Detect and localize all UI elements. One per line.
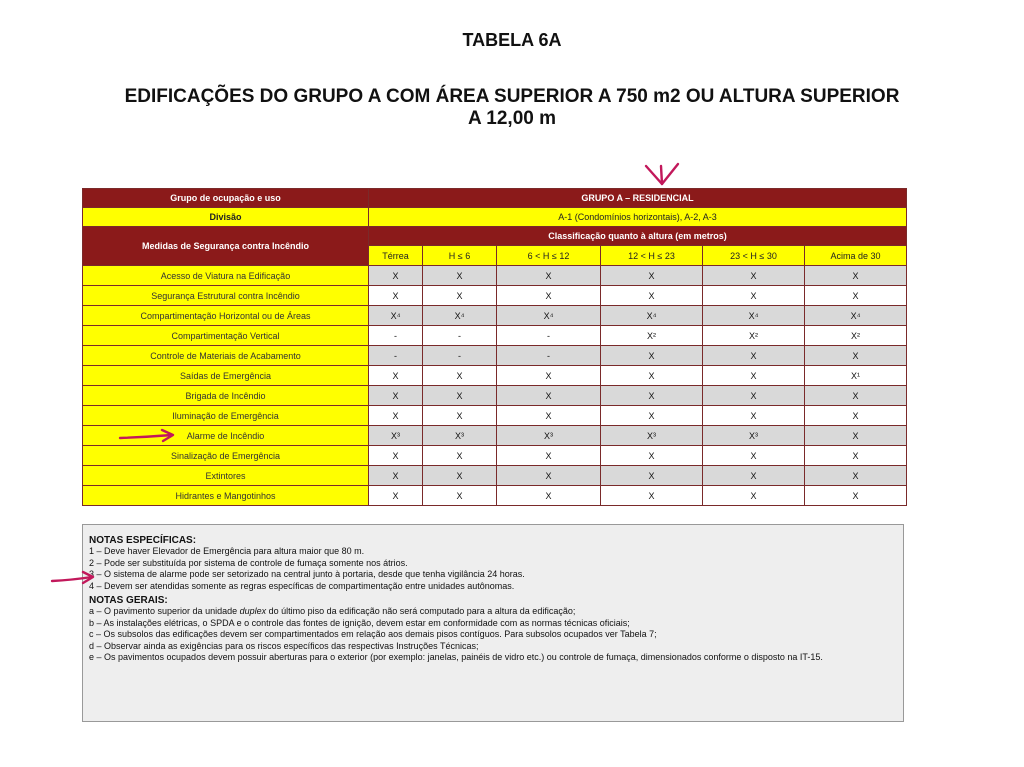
grupo-value: GRUPO A – RESIDENCIAL [369,189,907,208]
divisao-value: A-1 (Condomínios horizontais), A-2, A-3 [369,208,907,227]
table-row [83,486,907,506]
table-row [83,306,907,326]
table-cell: X [805,466,907,486]
table-row [83,426,907,446]
table-cell: X [369,286,423,306]
grupo-label: Grupo de ocupação e uso [83,189,369,208]
notes-gerais-item: d – Observar ainda as exigências para os riscos específicos das respectivas Instruções Técnicas; [89,640,479,651]
table-cell: X⁴ [423,306,497,326]
table-cell: X [497,386,601,406]
table-cell: X [423,386,497,406]
notes-gerais-item: e – Os pavimentos ocupados devem possuir aberturas para o exterior (por exemplo: janelas, painéis de vidro etc.) ou controle de fumaça, dimensionados conforme o disposto na IT-15. [89,652,823,663]
table-cell: X [805,486,907,506]
table-cell: X² [805,326,907,346]
notes-gerais-item: b – As instalações elétricas, o SPDA e o controle das fontes de ignição, devem estar em conformidade com as normas técnicas oficiais; [89,617,630,628]
table-row [83,406,907,426]
table-cell: X [369,466,423,486]
notes-especificas-item: 1 – Deve haver Elevador de Emergência para altura maior que 80 m. [89,546,365,557]
notes-especificas-item: 3 – O sistema de alarme pode ser setorizado na central junto à portaria, desde que tenha vigilância 24 horas. [89,569,525,580]
table-cell: X² [601,326,703,346]
table-row [83,326,907,346]
table-cell: X [369,266,423,286]
table-cell: X [601,446,703,466]
notes-especificas-list [89,546,897,592]
table-cell: X [703,486,805,506]
table-cell: X [423,286,497,306]
table-cell: X [497,366,601,386]
table-cell: X [497,446,601,466]
table-cell: X⁴ [497,306,601,326]
notes-gerais-item: c – Os subsolos das edificações devem ser compartimentados em relação aos demais pisos contíguos. Para subsolos ocupados ver Tabela 7; [89,629,657,640]
table-cell: X [805,286,907,306]
table-row [83,366,907,386]
table-cell: - [423,326,497,346]
table-row [83,446,907,466]
notes-gerais-item: a – O pavimento superior da unidade duplex do último piso da edificação não será computado para a altura da edificação; [89,606,576,617]
table-cell: X [805,266,907,286]
height-col-header: Acima de 30 [805,246,907,266]
table-cell: X³ [703,426,805,446]
height-col-header: 6 < H ≤ 12 [497,246,601,266]
table-cell: X⁴ [805,306,907,326]
table-cell: X [497,406,601,426]
table-cell: X¹ [805,366,907,386]
table-row [83,386,907,406]
table-cell: - [369,326,423,346]
table-cell: X [703,346,805,366]
row-label: Hidrantes e Mangotinhos [83,486,369,506]
table-cell: X⁴ [703,306,805,326]
page-subtitle [0,86,1024,130]
table-cell: X⁴ [369,306,423,326]
annotation-arrow-down-icon [642,162,682,192]
notes-gerais-list [89,618,897,664]
table-cell: X³ [497,426,601,446]
subtitle-line-2: A 12,00 m [467,108,556,129]
notes-box [82,524,904,722]
table-cell: - [497,346,601,366]
table-cell: X [703,406,805,426]
table-cell: X [497,286,601,306]
table-cell: X [805,386,907,406]
table-row [83,266,907,286]
table-cell: X [423,446,497,466]
table-cell: X [805,426,907,446]
medidas-label: Medidas de Segurança contra Incêndio [83,227,369,266]
table-cell: X [703,386,805,406]
table-cell: X³ [369,426,423,446]
annotation-arrow-notes-icon [50,570,96,588]
table-cell: X⁴ [601,306,703,326]
table-cell: X [369,446,423,466]
table-cell: X [497,486,601,506]
height-col-header: 12 < H ≤ 23 [601,246,703,266]
row-label: Compartimentação Vertical [83,326,369,346]
table-cell: X [601,486,703,506]
table-cell: X [601,386,703,406]
classificacao-label: Classificação quanto à altura (em metros) [369,227,907,246]
table-cell: X [497,266,601,286]
table-cell: - [497,326,601,346]
table-row [83,286,907,306]
row-label: Saídas de Emergência [83,366,369,386]
safety-measures-table [82,188,907,506]
row-label: Compartimentação Horizontal ou de Áreas [83,306,369,326]
table-cell: X [497,466,601,486]
height-col-header: H ≤ 6 [423,246,497,266]
table-cell: X³ [423,426,497,446]
row-label: Alarme de Incêndio [83,426,369,446]
page-title: TABELA 6A [462,30,562,50]
table-cell: X [601,466,703,486]
table-cell: X [703,366,805,386]
table-cell: X [703,266,805,286]
table-cell: X [423,466,497,486]
table-cell: X [805,346,907,366]
notes-gerais-title: NOTAS GERAIS: [89,595,168,607]
table-cell: X [369,386,423,406]
notes-especificas-title: NOTAS ESPECÍFICAS: [89,535,197,546]
row-label: Acesso de Viatura na Edificação [83,266,369,286]
table-cell: X [805,446,907,466]
table-cell: X³ [601,426,703,446]
annotation-arrow-right-icon [118,428,176,444]
notes-especificas-item: 4 – Devem ser atendidas somente as regras específicas de compartimentação entre unidades autônomas. [89,580,515,591]
table-cell: X² [703,326,805,346]
table-cell: X [369,486,423,506]
table-cell: X [423,486,497,506]
notes-especificas-item: 2 – Pode ser substituída por sistema de controle de fumaça somente nos átrios. [89,557,408,568]
table-cell: X [703,286,805,306]
table-cell: X [601,366,703,386]
table-cell: X [601,346,703,366]
table-cell: X [601,406,703,426]
table-cell: X [369,366,423,386]
divisao-label: Divisão [83,208,369,227]
height-col-header: Térrea [369,246,423,266]
row-label: Extintores [83,466,369,486]
subtitle-line-1: EDIFICAÇÕES DO GRUPO A COM ÁREA SUPERIOR A 750 m2 OU ALTURA SUPERIOR [124,86,900,107]
table-cell: X [423,406,497,426]
height-col-header: 23 < H ≤ 30 [703,246,805,266]
table-cell: X [369,406,423,426]
table-cell: - [369,346,423,366]
table-row [83,346,907,366]
table-cell: X [703,466,805,486]
row-label: Brigada de Incêndio [83,386,369,406]
row-label: Controle de Materiais de Acabamento [83,346,369,366]
table-cell: X [423,266,497,286]
table-cell: X [805,406,907,426]
table-cell: X [601,266,703,286]
row-label: Sinalização de Emergência [83,446,369,466]
table-row [83,466,907,486]
table-cell: X [423,366,497,386]
row-label: Segurança Estrutural contra Incêndio [83,286,369,306]
table-cell: - [423,346,497,366]
row-label: Iluminação de Emergência [83,406,369,426]
table-cell: X [601,286,703,306]
table-cell: X [703,446,805,466]
